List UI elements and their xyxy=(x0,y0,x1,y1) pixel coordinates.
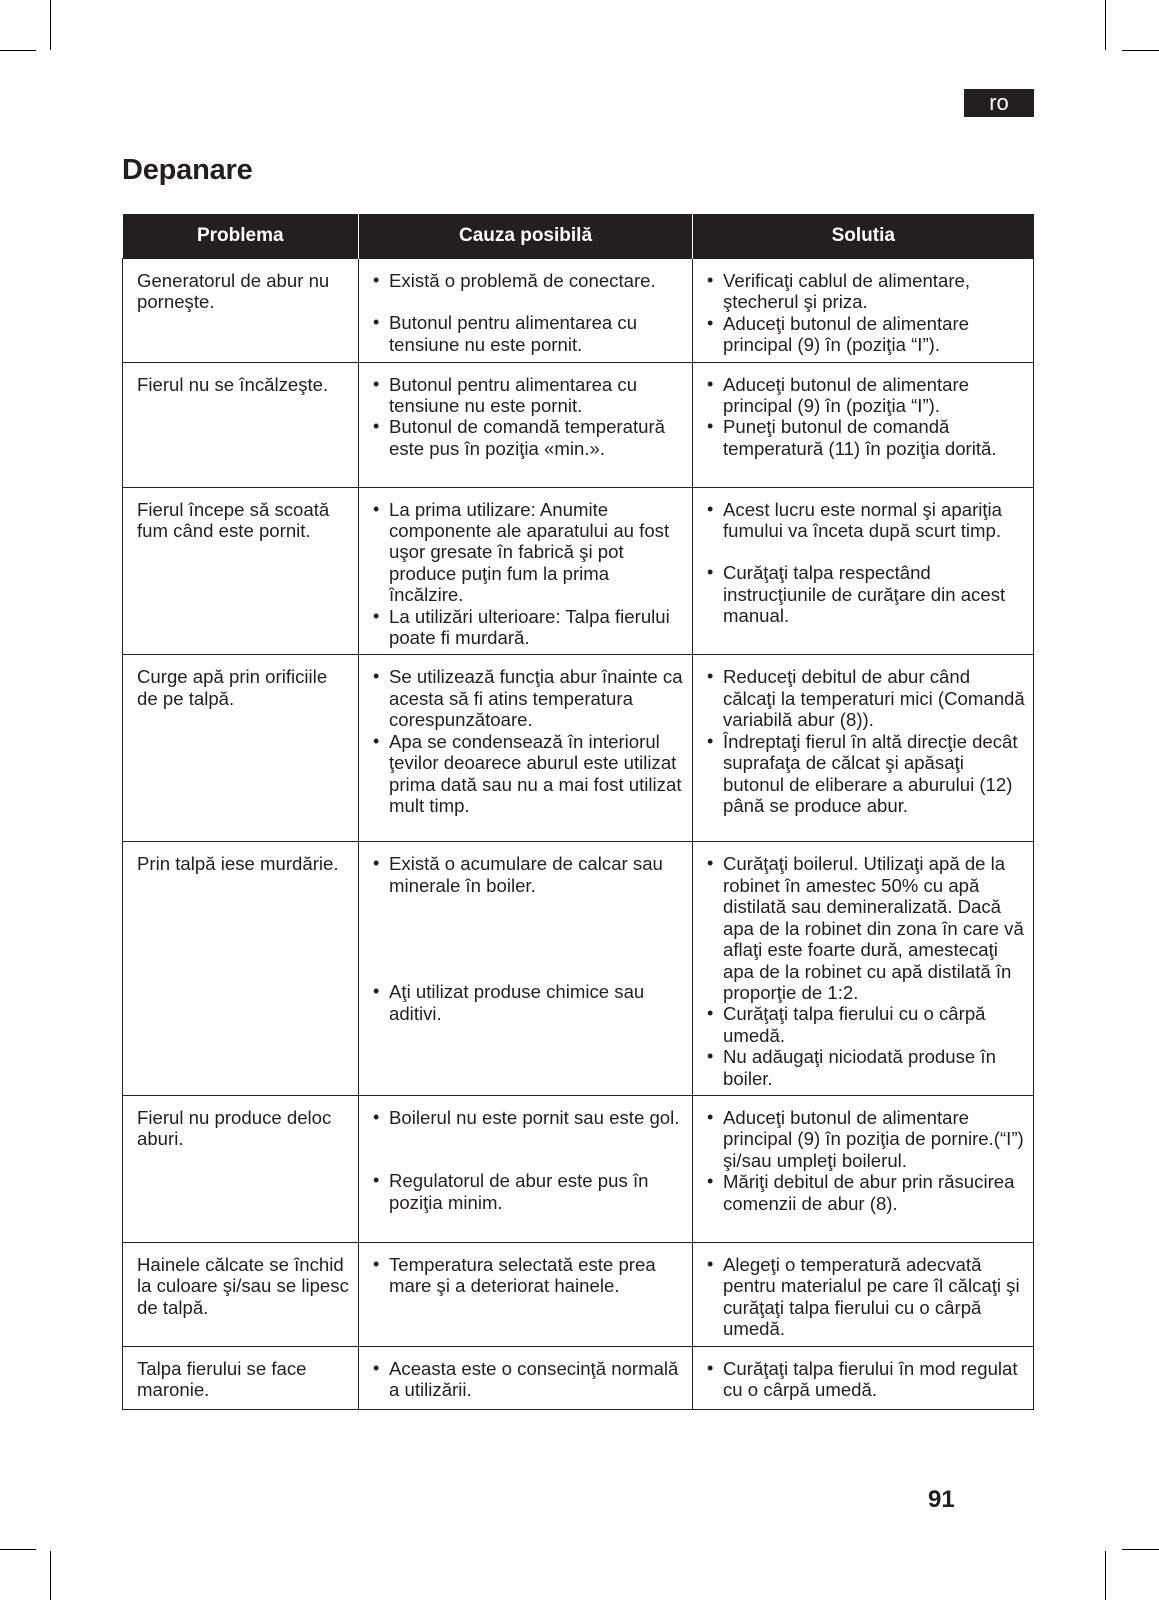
cause-item: • Apa se condensează în interiorul ţevilor deoarece aburul este utilizat prima dată sau nu a mai fost utilizat mult timp. xyxy=(373,731,686,817)
solution-item: • Acest lucru este normal şi apariţia fumului va înceta după scurt timp. xyxy=(707,499,1027,542)
page-title: Depanare xyxy=(122,154,253,186)
language-badge: ro xyxy=(964,89,1034,117)
cause-cell xyxy=(359,487,693,655)
table-row xyxy=(123,259,1034,363)
cause-item: • Aceasta este o consecinţă normală a utilizării. xyxy=(373,1358,686,1401)
solution-item: • Măriţi debitul de abur prin răsucirea comenzii de abur (8). xyxy=(707,1171,1027,1214)
problem-cell: Hainele călcate se închid la culoare şi/sau se lipesc de talpă. xyxy=(123,1242,359,1346)
cause-item: • La utilizări ulterioare: Talpa fierului poate fi murdară. xyxy=(373,606,686,649)
cause-item: • Boilerul nu este pornit sau este gol. xyxy=(373,1107,686,1128)
solution-item: • Alegeţi o temperatură adecvată pentru materialul pe care îl călcaţi şi curăţaţi talpa fierului cu o cârpă umedă. xyxy=(707,1254,1027,1340)
cause-item: • Regulatorul de abur este pus în poziţia minim. xyxy=(373,1170,686,1213)
solution-cell xyxy=(693,1095,1034,1242)
cause-cell xyxy=(359,259,693,363)
cause-item: • Se utilizează funcţia abur înainte ca acesta să fi atins temperatura corespunzătoare. xyxy=(373,666,686,730)
solution-cell xyxy=(693,362,1034,487)
solution-item: • Curăţaţi boilerul. Utilizaţi apă de la robinet în amestec 50% cu apă distilată sau demineralizată. Dacă apa de la robinet din zona în care vă aflaţi este foarte dură, amestecaţi apa de la robinet cu apă distilată în proporţie de 1:2. xyxy=(707,853,1027,1003)
column-header-cause: Cauza posibilă xyxy=(359,214,693,259)
crop-mark xyxy=(50,0,51,50)
solution-item: • Aduceţi butonul de alimentare principal (9) în (poziţia “I”). xyxy=(707,313,1027,356)
crop-mark xyxy=(1105,0,1106,50)
crop-mark xyxy=(1105,1551,1106,1600)
table-header-row xyxy=(123,214,1034,259)
cause-item: • Butonul de comandă temperatură este pus în poziţia «min.». xyxy=(373,416,686,459)
solution-item: • Curăţaţi talpa respectând instrucţiunile de curăţare din acest manual. xyxy=(707,562,1027,626)
cause-cell xyxy=(359,1095,693,1242)
cause-item: • Temperatura selectată este prea mare şi a deteriorat hainele. xyxy=(373,1254,686,1297)
solution-item: • Verificaţi cablul de alimentare, ştecherul şi priza. xyxy=(707,270,1027,313)
cause-cell xyxy=(359,1346,693,1409)
problem-cell: Fierul începe să scoată fum când este pornit. xyxy=(123,487,359,655)
solution-item: • Aduceţi butonul de alimentare principal (9) în (poziţia “I”). xyxy=(707,374,1027,417)
troubleshooting-table xyxy=(122,214,1034,1410)
crop-mark xyxy=(1122,50,1159,51)
solution-cell xyxy=(693,259,1034,363)
cause-cell xyxy=(359,1242,693,1346)
cause-item: • Aţi utilizat produse chimice sau aditivi. xyxy=(373,981,686,1024)
problem-cell: Generatorul de abur nu porneşte. xyxy=(123,259,359,363)
crop-mark xyxy=(50,1551,51,1600)
solution-item: • Aduceţi butonul de alimentare principal (9) în poziţia de pornire.(“I”) şi/sau umpleţi boilerul. xyxy=(707,1107,1027,1171)
table-row xyxy=(123,1095,1034,1242)
cause-item: • La prima utilizare: Anumite componente ale aparatului au fost uşor gresate în fabrică şi pot produce puţin fum la prima încălzire. xyxy=(373,499,686,606)
solution-item: • Nu adăugaţi niciodată produse în boiler. xyxy=(707,1046,1027,1089)
cause-cell xyxy=(359,655,693,842)
solution-item: • Curăţaţi talpa fierului cu o cârpă umedă. xyxy=(707,1003,1027,1046)
table-row xyxy=(123,1242,1034,1346)
table-row xyxy=(123,1346,1034,1409)
solution-item: • Curăţaţi talpa fierului în mod regulat cu o cârpă umedă. xyxy=(707,1358,1027,1401)
solution-cell xyxy=(693,655,1034,842)
problem-cell: Talpa fierului se face maronie. xyxy=(123,1346,359,1409)
problem-cell: Prin talpă iese murdărie. xyxy=(123,842,359,1095)
solution-cell xyxy=(693,1346,1034,1409)
problem-cell: Fierul nu se încălzeşte. xyxy=(123,362,359,487)
table-row xyxy=(123,362,1034,487)
problem-cell: Fierul nu produce deloc aburi. xyxy=(123,1095,359,1242)
cause-item: • Butonul pentru alimentarea cu tensiune nu este pornit. xyxy=(373,374,686,417)
crop-mark xyxy=(0,1549,36,1550)
column-header-problem: Problema xyxy=(123,214,359,259)
solution-item: • Puneţi butonul de comandă temperatură (11) în poziţia dorită. xyxy=(707,416,1027,459)
solution-cell xyxy=(693,487,1034,655)
crop-mark xyxy=(0,50,36,51)
cause-item: • Există o problemă de conectare. xyxy=(373,270,686,291)
solution-item: • Reduceţi debitul de abur când călcaţi la temperaturi mici (Comandă variabilă abur (8)). xyxy=(707,666,1027,730)
cause-cell xyxy=(359,362,693,487)
solution-cell xyxy=(693,1242,1034,1346)
table-row xyxy=(123,842,1034,1095)
cause-item: • Butonul pentru alimentarea cu tensiune nu este pornit. xyxy=(373,312,686,355)
table-row xyxy=(123,487,1034,655)
crop-mark xyxy=(1122,1549,1159,1550)
problem-cell: Curge apă prin orificiile de pe talpă. xyxy=(123,655,359,842)
cause-cell xyxy=(359,842,693,1095)
solution-cell xyxy=(693,842,1034,1095)
solution-item: • Îndreptaţi fierul în altă direcţie decât suprafaţa de călcat şi apăsaţi butonul de eliberare a aburului (12) până se produce abur. xyxy=(707,731,1027,817)
cause-item: • Există o acumulare de calcar sau minerale în boiler. xyxy=(373,853,686,896)
table-row xyxy=(123,655,1034,842)
page-number: 91 xyxy=(928,1486,955,1513)
column-header-solution: Solutia xyxy=(693,214,1034,259)
